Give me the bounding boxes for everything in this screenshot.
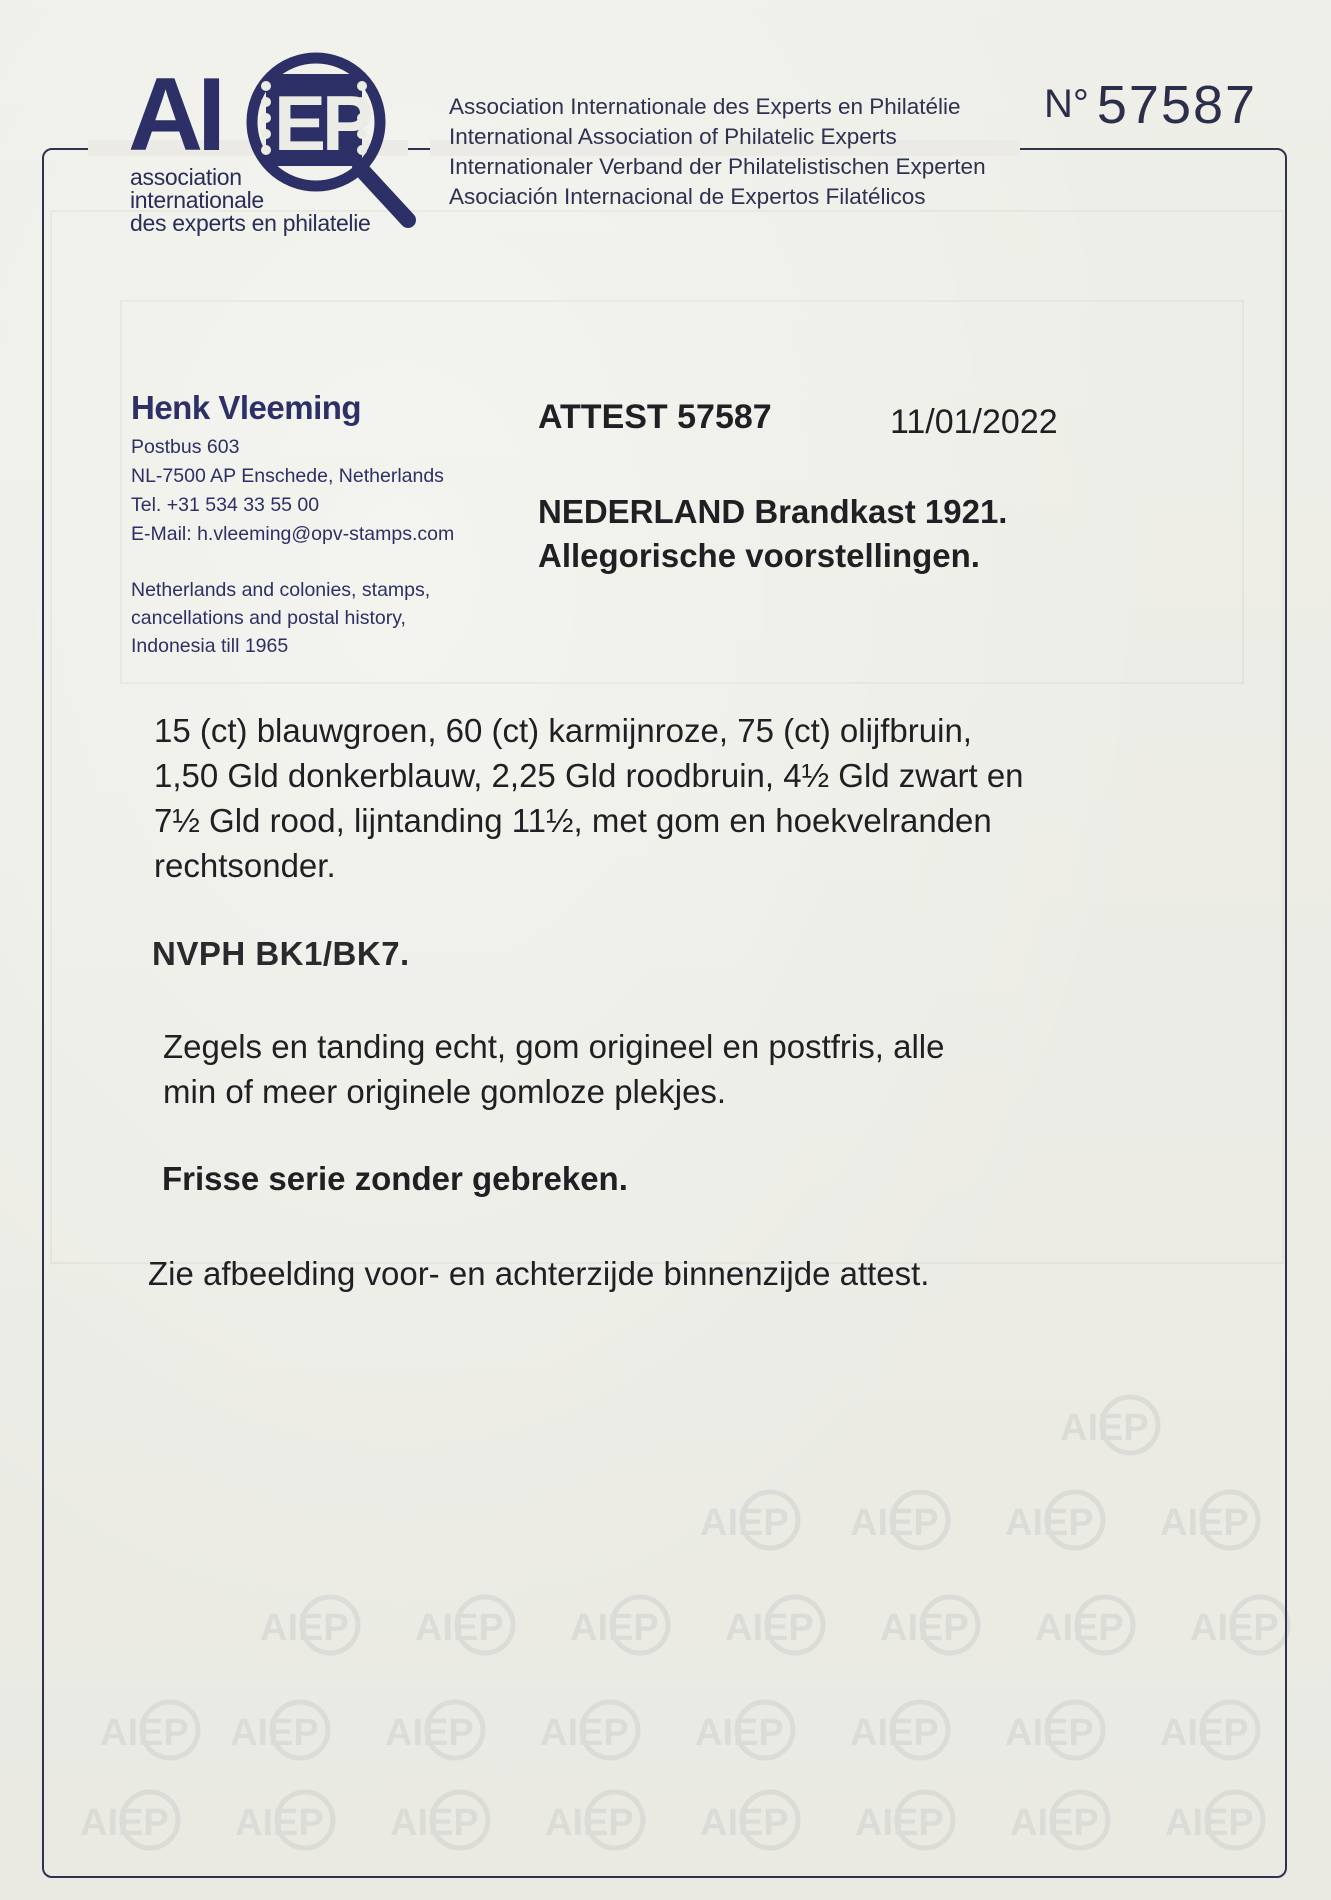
watermark-logo	[1005, 1702, 1103, 1758]
svg-text:AIEP: AIEP	[880, 1607, 969, 1649]
svg-text:AIEP: AIEP	[1010, 1802, 1099, 1844]
svg-text:AI: AI	[128, 57, 220, 173]
svg-text:AIEP: AIEP	[695, 1712, 784, 1754]
logo-caption-line: association	[130, 164, 242, 190]
watermark-logo	[390, 1792, 488, 1848]
attest-date: 11/01/2022	[890, 403, 1058, 441]
association-name-en: International Association of Philatelic Experts	[449, 124, 897, 149]
description-line: rechtsonder.	[154, 847, 336, 884]
watermark-logo	[230, 1702, 328, 1758]
watermark-logo	[1160, 1492, 1258, 1548]
svg-text:AIEP: AIEP	[385, 1712, 474, 1754]
logo-caption-line: internationale	[130, 187, 264, 213]
expert-opinion	[163, 1024, 944, 1114]
svg-text:AIEP: AIEP	[260, 1607, 349, 1649]
opinion-line: Zegels en tanding echt, gom origineel en postfris, alle	[163, 1028, 945, 1065]
association-names	[449, 92, 986, 212]
address-line: NL-7500 AP Enschede, Netherlands	[131, 465, 444, 487]
watermark-logo	[540, 1702, 638, 1758]
svg-text:AIEP: AIEP	[1035, 1607, 1124, 1649]
certificate-subject	[538, 490, 1007, 578]
subject-line: NEDERLAND Brandkast 1921.	[538, 493, 1008, 530]
image-note: Zie afbeelding voor- en achterzijde binnenzijde attest.	[148, 1255, 930, 1292]
watermark-logo	[545, 1792, 643, 1848]
watermark-logo	[260, 1597, 358, 1653]
svg-text:AIEP: AIEP	[540, 1712, 629, 1754]
watermark-logo	[80, 1792, 178, 1848]
watermark-logo	[1060, 1397, 1158, 1453]
stamp-description	[154, 708, 1214, 888]
watermark-logo	[880, 1597, 978, 1653]
description-line: 15 (ct) blauwgroen, 60 (ct) karmijnroze, 75 (ct) olijfbruin,	[154, 712, 972, 749]
watermark-logo	[695, 1702, 793, 1758]
watermark-logo	[235, 1792, 333, 1848]
watermark-logo	[1165, 1792, 1263, 1848]
verdict: Frisse serie zonder gebreken.	[162, 1160, 628, 1197]
expert-specialty	[131, 576, 430, 660]
specialty-line: cancellations and postal history,	[131, 607, 406, 629]
watermark-logo	[385, 1702, 483, 1758]
number-value: 57587	[1096, 75, 1258, 135]
specialty-line: Netherlands and colonies, stamps,	[131, 579, 431, 601]
watermark-logo	[700, 1792, 798, 1848]
svg-text:AIEP: AIEP	[1190, 1607, 1279, 1649]
svg-text:AIEP: AIEP	[230, 1712, 319, 1754]
catalog-reference: NVPH BK1/BK7.	[152, 935, 410, 972]
svg-text:AIEP: AIEP	[1160, 1712, 1249, 1754]
svg-text:AIEP: AIEP	[700, 1502, 789, 1544]
watermark-logo	[855, 1792, 953, 1848]
subject-line: Allegorische voorstellingen.	[538, 537, 980, 574]
association-name-es: Asociación Internacional de Expertos Filatélicos	[449, 184, 926, 209]
phone-line: Tel. +31 534 33 55 00	[131, 494, 320, 516]
number-prefix: N°	[1044, 82, 1089, 126]
opinion-line: min of meer originele gomloze plekjes.	[163, 1073, 727, 1110]
watermark-logo	[725, 1597, 823, 1653]
attest-number: ATTEST 57587	[538, 398, 772, 436]
address-line: Postbus 603	[131, 436, 240, 458]
watermark-logo	[100, 1702, 198, 1758]
watermark-logo	[850, 1492, 948, 1548]
svg-text:AIEP: AIEP	[235, 1802, 324, 1844]
svg-text:AIEP: AIEP	[1060, 1407, 1149, 1449]
svg-text:AIEP: AIEP	[700, 1802, 789, 1844]
association-name-fr: Association Internationale des Experts en Philatélie	[449, 94, 961, 119]
svg-text:EP: EP	[274, 79, 371, 167]
svg-text:AIEP: AIEP	[570, 1607, 659, 1649]
association-name-de: Internationaler Verband der Philatelistischen Experten	[449, 154, 986, 179]
svg-text:AIEP: AIEP	[415, 1607, 504, 1649]
svg-text:AIEP: AIEP	[850, 1502, 939, 1544]
watermark-logo	[850, 1702, 948, 1758]
svg-text:AIEP: AIEP	[1005, 1712, 1094, 1754]
svg-text:AIEP: AIEP	[725, 1607, 814, 1649]
logo-caption-line: des experts en philatelie	[130, 210, 371, 236]
svg-text:AIEP: AIEP	[850, 1712, 939, 1754]
watermark-logo	[1005, 1492, 1103, 1548]
watermark-logo	[570, 1597, 668, 1653]
svg-text:AIEP: AIEP	[100, 1712, 189, 1754]
email-line: E-Mail: h.vleeming@opv-stamps.com	[131, 523, 455, 545]
specialty-line: Indonesia till 1965	[131, 635, 289, 657]
description-line: 1,50 Gld donkerblauw, 2,25 Gld roodbruin, 4½ Gld zwart en	[154, 757, 1024, 794]
svg-text:AIEP: AIEP	[855, 1802, 944, 1844]
watermark-logo	[415, 1597, 513, 1653]
watermark-logo	[1160, 1702, 1258, 1758]
svg-text:AIEP: AIEP	[1160, 1502, 1249, 1544]
watermark-logo	[1035, 1597, 1133, 1653]
svg-text:AIEP: AIEP	[1165, 1802, 1254, 1844]
watermark-logo	[1010, 1792, 1108, 1848]
logo-caption	[130, 166, 371, 235]
svg-text:AIEP: AIEP	[390, 1802, 479, 1844]
certificate-number	[1044, 74, 1257, 136]
watermark-logo	[700, 1492, 798, 1548]
expert-contact	[131, 433, 454, 549]
aiep-watermark-pattern	[60, 1400, 1279, 1844]
svg-text:AIEP: AIEP	[80, 1802, 169, 1844]
svg-text:AIEP: AIEP	[1005, 1502, 1094, 1544]
svg-text:AIEP: AIEP	[545, 1802, 634, 1844]
description-line: 7½ Gld rood, lijntanding 11½, met gom en hoekvelranden	[154, 802, 992, 839]
expert-name: Henk Vleeming	[131, 389, 362, 426]
